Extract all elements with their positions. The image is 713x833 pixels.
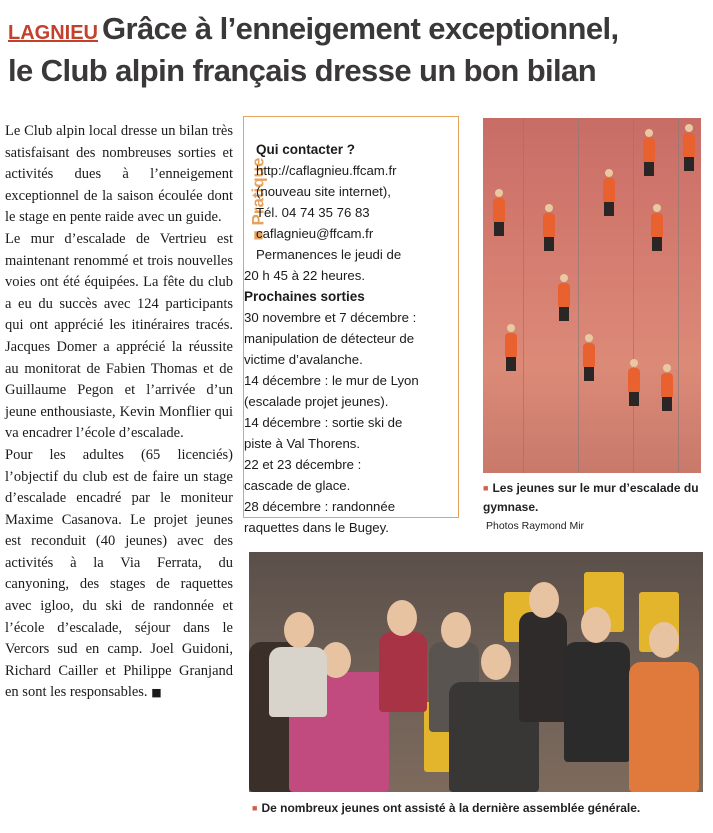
contact-line: Permanences le jeudi de — [256, 247, 402, 262]
pratique-label: ■ Pratique — [248, 157, 268, 241]
article-body — [5, 121, 233, 704]
sortie-line: 30 novembre et 7 décembre : — [244, 310, 417, 325]
sortie-line: (escalade projet jeunes). — [244, 394, 389, 409]
headline-line-1: Grâce à l’enneigement exceptionnel, — [102, 11, 619, 46]
body-paragraph: Le Club alpin local dresse un bilan très satisfaisant des nombreuses sorties et activités dues à l’enneigement exceptionnel de la saison écoulée dont le stage en pente raide avec un guide. — [5, 123, 233, 226]
caption-mark: ■ — [252, 803, 258, 813]
sortie-line: raquettes dans le Bugey. — [244, 520, 389, 535]
headline-line-2: le Club alpin français dresse un bon bilan — [8, 53, 597, 88]
photo-credit: Photos Raymond Mir — [486, 520, 585, 532]
article-headline — [8, 10, 708, 90]
location-kicker: LAGNIEU — [8, 22, 98, 44]
contact-line: caflagnieu@ffcam.fr — [256, 226, 374, 241]
sortie-line: cascade de glace. — [244, 478, 351, 493]
body-paragraph: Le mur d’escalade de Vertrieu est maintenant renommé et trois nouvelles voies ont été équipées. La fête du club a eu du succès avec 124 participants qui ont apprécié les itinéraires tracés. Jacques Domer a apprécié la réussite au monitorat de Fabien Thomas et de Guillaume Pegon et l’arrivée d’un jeune enthousiaste, Kevin Monflier qui va encadrer l’école d’escalade. — [5, 230, 233, 442]
photo-caption-climbing: ■ Les jeunes sur le mur d’escalade du gymnase. — [483, 481, 699, 514]
caption-mark: ■ — [483, 483, 489, 493]
sortie-line: piste à Val Thorens. — [244, 436, 361, 451]
assembly-photo — [249, 552, 703, 792]
sortie-line: manipulation de détecteur de — [244, 331, 415, 346]
sortie-line: 22 et 23 décembre : — [244, 457, 362, 472]
sortie-line: victime d’avalanche. — [244, 352, 363, 367]
sortie-line: 28 décembre : randonnée — [244, 499, 396, 514]
pratique-body — [244, 139, 456, 538]
end-mark: ■ — [151, 686, 162, 700]
sorties-heading: Prochaines sorties — [244, 289, 365, 304]
sortie-line: 14 décembre : le mur de Lyon — [244, 373, 419, 388]
contact-line: Tél. 04 74 35 76 83 — [256, 205, 370, 220]
photo-caption-assembly: ■ De nombreux jeunes ont assisté à la dernière assemblée générale. — [252, 801, 641, 815]
contact-heading: Qui contacter ? — [256, 142, 356, 157]
contact-line: (nouveau site internet), — [256, 184, 391, 199]
sortie-line: 14 décembre : sortie ski de — [244, 415, 403, 430]
pratique-box — [243, 116, 459, 535]
contact-line: http://caflagnieu.ffcam.fr — [256, 163, 397, 178]
climbing-wall-photo — [483, 118, 701, 473]
body-paragraph: Pour les adultes (65 licenciés) l’objectif du club est de faire un stage d’escalade encadré par le moniteur Maxime Casanova. Le projet jeunes est reconduit (40 jeunes) avec des activités à la Via Ferrata, du canyoning, des stages de raquettes avec igloo, du ski de randonnée et l’école d’escalade, séjour dans le Vercors sud en camp. Joel Guidoni, Richard Cailler et Philippe Granjand en sont les responsables. ■ — [5, 446, 233, 701]
contact-line: 20 h 45 à 22 heures. — [244, 268, 365, 283]
